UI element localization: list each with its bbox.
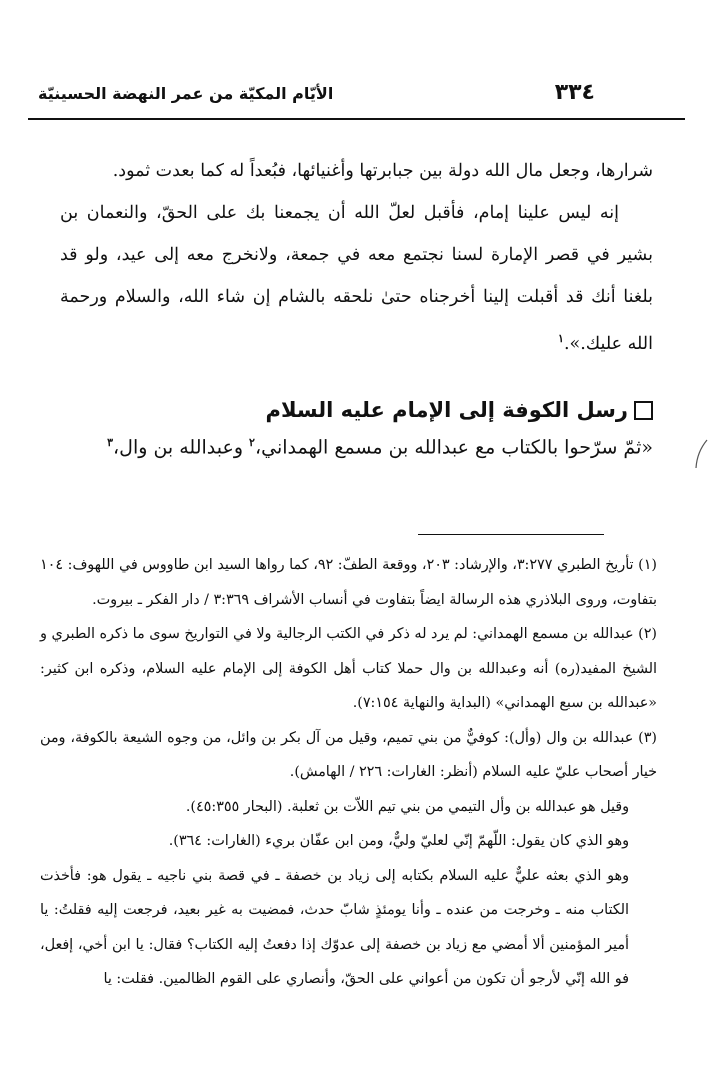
footnote: (١) تأريخ الطبري ٣:٢٧٧، والإرشاد: ٢٠٣، ووقعة الطفّ: ٩٢، كما رواها السيد ابن طاووس في اللهوف: ١٠٤ بتفاوت، وروى البلاذري هذه الرسالة ايضاً بتفاوت في أنساب الأشراف ٣:٣٦٩ / دار الفكر ـ بيروت. [40,557,657,608]
footnote-continuation: وقيل هو عبدالله بن وأل التيمي من بني تيم اللاّت بن ثعلبة. (البحار ٤٥:٣٥٥). [185,798,629,815]
footnotes [40,548,657,997]
main-text [60,150,653,365]
quote-text: وعبدالله بن وال، [113,436,250,459]
quote-text: «ثمّ سرّحوا بالكتاب مع عبدالله بن مسمع الهمداني، [254,436,653,459]
footnote: (٢) عبدالله بن مسمع الهمداني: لم يرد له ذكر في الكتب الرجالية ولا في التواريخ سوى ما ذكره الطبري و الشيخ المفيد(ره) أنه وعبدالله بن وال حملا كتاب أهل الكوفة إلى الإمام عليه السلام، وذكره ابن كثير: «عبدالله بن سبع الهمداني» (البداية والنهاية ٧:١٥٤). [40,626,657,711]
page-number: ٣٣٤ [554,80,595,105]
footnote-ref[interactable]: ٣ [107,436,114,449]
footnote-ref[interactable]: ١ [558,332,564,345]
running-title: الأيّام المكيّة من عمر النهضة الحسينيّة [38,84,334,103]
paragraph-text: إنه ليس علينا إمام، فأقبل لعلّ الله أن يجمعنا بك على الحقّ، والنعمان بن بشير في قصر الإمارة لسنا نجتمع معه في جمعة، ولانخرج معه إلى عيد، ولو قد بلغنا أنك قد أقبلت إلينا أخرجناه حتىٰ نلحقه بالشام إن شاء الله، والسلام ورحمة الله عليك.». [60,203,653,354]
section [60,398,653,458]
footnote: (٣) عبدالله بن وال (وأل): كوفيٌّ من بني تميم، وقيل من آل بكر بن وائل، من وجوه الشيعة بالكوفة، ومن خيار أصحاب عليّ عليه السلام (أنظر: الغارات: ٢٢٦ / الهامش). [40,729,657,780]
section-heading-text: رسل الكوفة إلى الإمام عليه السلام [265,398,628,422]
footnote-divider [418,534,604,535]
page-header [28,72,685,120]
footnote-ref[interactable]: ٢ [249,436,255,449]
square-bullet-icon [634,401,653,420]
paragraph [60,150,653,192]
paragraph-text: شرارها، وجعل مال الله دولة بين جبابرتها وأغنيائها، فبُعداً له كما بعدت ثمود. [112,161,653,181]
footnote-continuation: وهو الذي كان يقول: اللّهمّ إنّي لعليّ وليٌّ، ومن ابن عفّان بريء (الغارات: ٣٦٤). [168,833,629,849]
paragraph [60,192,653,365]
footnote-continuation: وهو الذي بعثه عليٌّ عليه السلام بكتابه إلى زياد بن خصفة ـ في قصة بني ناجيه ـ يقول هو: فأخذت الكتاب منه ـ وخرجت من عنده ـ وأنا يومئذٍ شابّ حدث، فمضيت به غير بعيد، فرجعت إليه فقلتُ: يا أمير المؤمنين ألا أمضي مع زياد بن خصفة إلى عدوّك إذا دفعتُ إليه الكتاب؟ فقال: يا ابن أخي، إفعل، فو الله إنّي لأرجو أن تكون من أعواني على الحقّ، وأنصاري على القوم الظالمين. فقلت: يا [40,867,629,987]
section-first-line [60,436,653,458]
section-heading [60,398,653,422]
margin-pencil-mark-icon [693,438,709,478]
